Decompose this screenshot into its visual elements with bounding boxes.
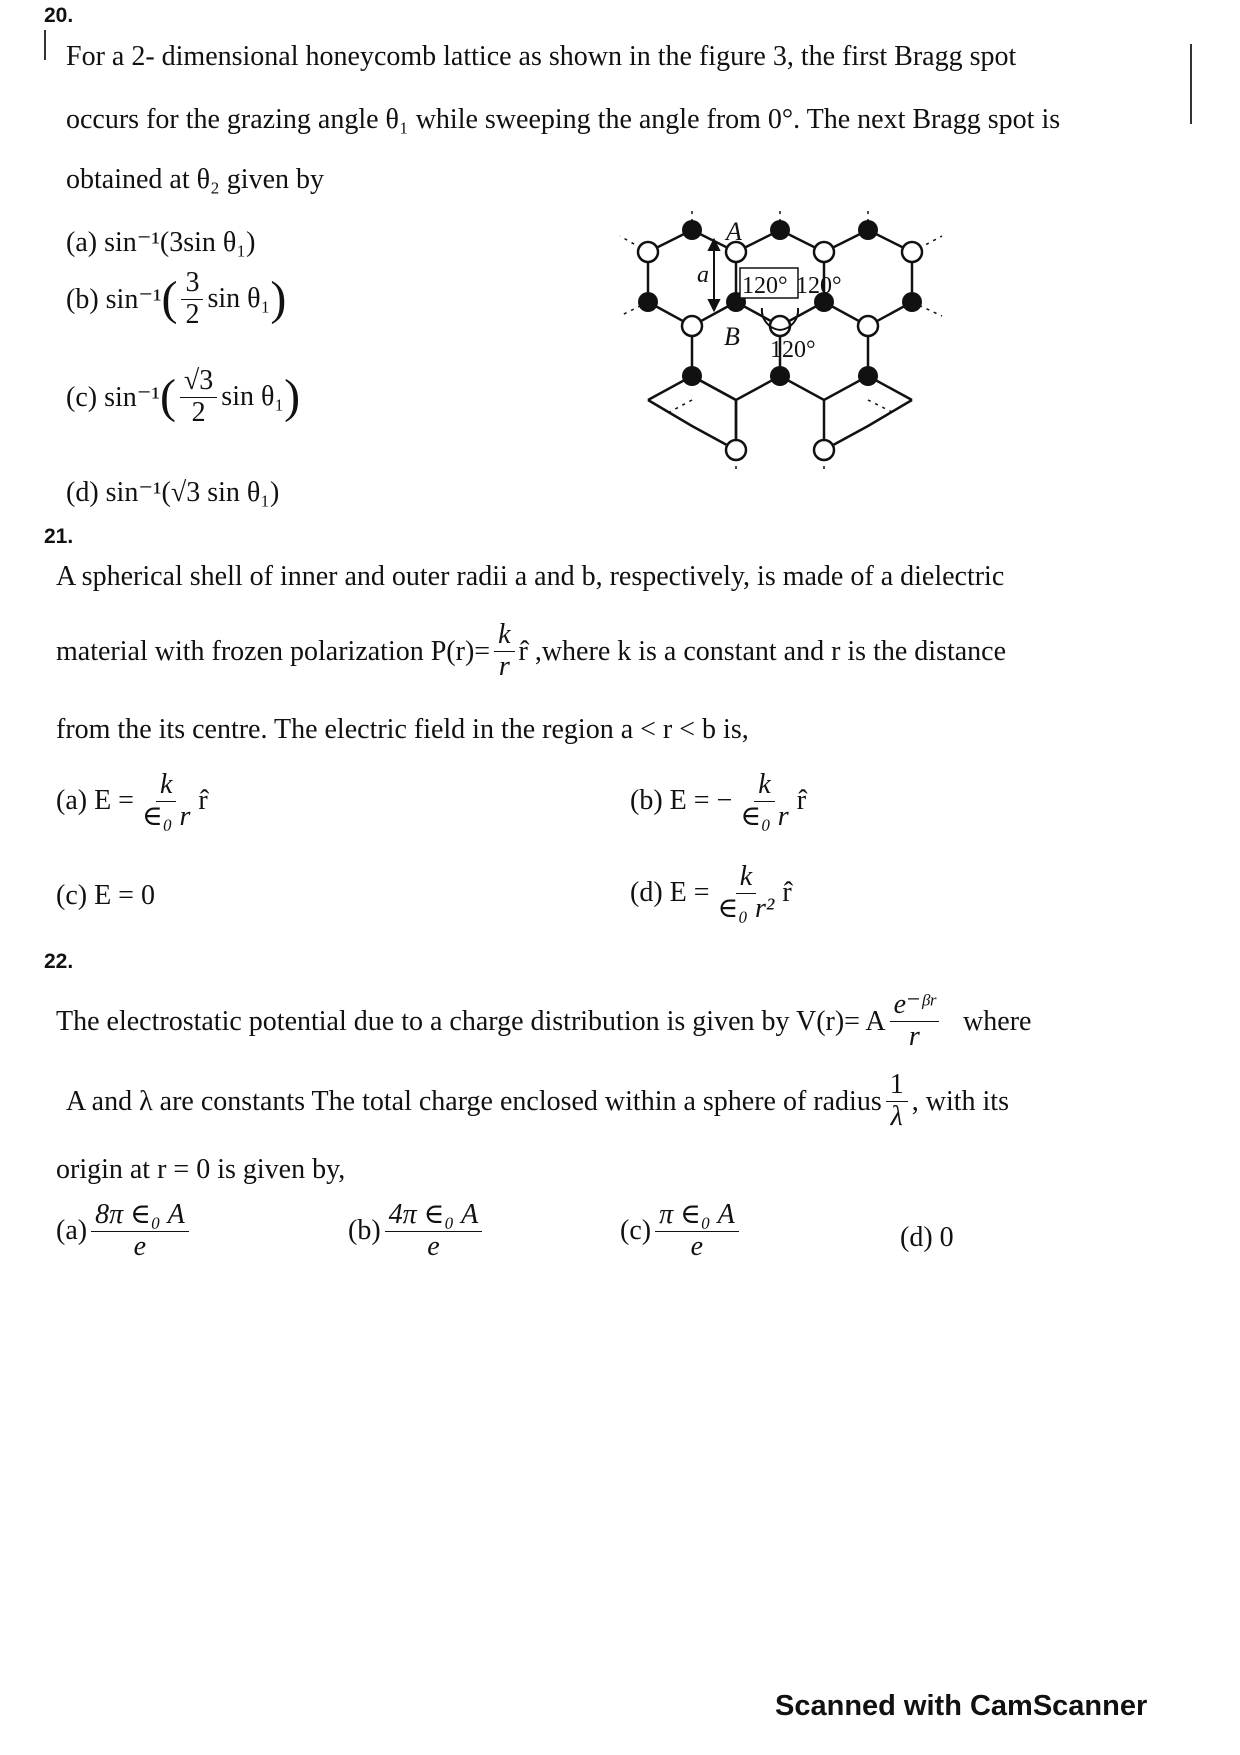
q20-option-a: (a) sin⁻¹(3sin θ₁) (66, 227, 256, 258)
q20-text-line-3: obtained at θ₂ given by (66, 164, 325, 195)
bond-length-arrow (709, 240, 719, 310)
q22-line2-post: , with its (911, 1085, 1009, 1117)
q21-option-a-post: r̂ (198, 785, 208, 817)
q22-text-line-1 (56, 990, 1031, 1053)
lattice-label-A: A (726, 217, 742, 246)
q21-text-line-1: A spherical shell of inner and outer radii a and b, respectively, is made of a dielectric (56, 561, 1005, 592)
q20-option-c-denominator: 2 (191, 396, 206, 428)
q22-line1-fraction (890, 990, 939, 1053)
open-atom (770, 316, 790, 336)
q20-option-b-numerator: 3 (181, 268, 203, 300)
q21-option-d (630, 862, 792, 925)
camscanner-watermark: Scanned with CamScanner (775, 1690, 1148, 1722)
question-number-22: 22. (44, 950, 74, 973)
q20-text-line-1: For a 2- dimensional honeycomb lattice as shown in the figure 3, the first Bragg spot (66, 41, 1017, 72)
q22-line1-denominator: r (908, 1020, 920, 1052)
q22-option-c-denominator: e (690, 1230, 704, 1262)
open-atom (814, 242, 834, 262)
q22-option-c-numerator: π ∈₀ A (655, 1200, 739, 1232)
angle-label-bottom: 120° (770, 337, 816, 363)
open-atom (638, 242, 658, 262)
q22-line1-numerator: e⁻ᵝʳ (890, 990, 939, 1022)
filled-atom (770, 366, 790, 386)
filled-atom (638, 292, 658, 312)
q22-line1-pre: The electrostatic potential due to a charge distribution is given by V(r)= A (56, 1005, 886, 1037)
q21-option-d-numerator: k (736, 862, 756, 894)
paren-left: ( (159, 370, 176, 424)
q22-text-line-2 (66, 1070, 1009, 1133)
q22-line2-numerator: 1 (886, 1070, 908, 1102)
q21-option-a-pre: (a) E = (56, 785, 134, 817)
q20-text-line-2: occurs for the grazing angle θ₁ while sweeping the angle from 0°. The next Bragg spot is (66, 104, 1061, 135)
q21-option-d-fraction (714, 862, 779, 925)
q20-option-c-fraction (180, 366, 217, 429)
q20-option-c-numerator: √3 (180, 366, 217, 398)
q22-option-b (348, 1200, 486, 1263)
q22-option-b-denominator: e (427, 1230, 440, 1262)
q21-option-c: (c) E = 0 (56, 880, 155, 911)
q20-option-b (66, 268, 286, 331)
q20-option-d: (d) sin⁻¹(√3 sin θ₁) (66, 477, 280, 508)
q20-option-c-tail: sin θ₁ (221, 381, 285, 413)
q21-line2-denominator: r (498, 650, 510, 682)
q22-line2-fraction (886, 1070, 908, 1133)
question-number-20: 20. (44, 4, 74, 27)
q22-line2-denominator: λ (890, 1100, 903, 1132)
filled-atom (682, 220, 702, 240)
q22-option-c-label: (c) (620, 1215, 652, 1247)
q22-text-line-3: origin at r = 0 is given by, (56, 1154, 346, 1185)
angle-label-right: 120° (796, 273, 842, 299)
q22-option-b-numerator: 4π ∈₀ A (385, 1200, 483, 1232)
q22-option-a-fraction (91, 1200, 189, 1263)
q20-option-b-denominator: 2 (185, 298, 200, 330)
open-atom (902, 242, 922, 262)
open-atom (814, 440, 834, 460)
q21-line2-numerator: k (494, 620, 514, 652)
q22-option-d: (d) 0 (900, 1222, 954, 1253)
q21-option-a-denominator: ∈₀ r (141, 800, 191, 832)
q20-option-b-fraction (181, 268, 203, 331)
q21-option-b-denominator: ∈₀ r (740, 800, 789, 832)
question-number-21: 21. (44, 525, 74, 548)
q21-option-a-fraction (138, 770, 194, 833)
q22-option-b-label: (b) (348, 1215, 381, 1247)
filled-atom (770, 220, 790, 240)
q21-text-line-3: from the its centre. The electric field in the region a < r < b is, (56, 714, 749, 745)
honeycomb-lattice-figure (590, 210, 970, 500)
open-atom (726, 440, 746, 460)
q21-option-b-fraction (736, 770, 792, 833)
scan-margin-line-right (1190, 44, 1192, 124)
q20-option-b-tail: sin θ₁ (207, 283, 271, 315)
q21-option-b (630, 770, 806, 833)
scan-margin-line (44, 30, 46, 60)
q22-option-c (620, 1200, 743, 1263)
bond-length-label: a (697, 262, 709, 288)
open-atom (682, 316, 702, 336)
q20-option-b-label: (b) sin⁻¹ (66, 284, 162, 316)
q20-option-c-label: (c) sin⁻¹ (66, 382, 160, 414)
q21-option-d-post: r̂ (782, 877, 792, 909)
q22-option-c-fraction (655, 1200, 739, 1263)
q22-option-a-label: (a) (56, 1215, 88, 1247)
q21-option-a-numerator: k (156, 770, 176, 802)
lattice-label-B: B (724, 322, 740, 351)
q21-option-d-denominator: ∈₀ r² (717, 892, 775, 924)
paren-left: ( (161, 272, 178, 326)
angle-label-left: 120° (742, 273, 788, 299)
q21-line2-pre: material with frozen polarization P(r)= (56, 635, 491, 667)
filled-atom (858, 220, 878, 240)
q22-option-a-denominator: e (133, 1230, 147, 1262)
q21-option-b-post: r̂ (796, 785, 807, 817)
q21-option-d-pre: (d) E = (630, 877, 710, 909)
q20-option-c (66, 366, 300, 429)
q22-option-b-fraction (385, 1200, 483, 1263)
filled-atom (902, 292, 922, 312)
filled-atom (682, 366, 702, 386)
q21-option-a (56, 770, 208, 833)
q21-line2-fraction (494, 620, 514, 683)
q22-line1-post: where (963, 1005, 1032, 1037)
q22-option-a-numerator: 8π ∈₀ A (91, 1200, 189, 1232)
q21-text-line-2 (56, 620, 1006, 683)
q21-option-b-numerator: k (754, 770, 774, 802)
q22-option-a (56, 1200, 193, 1263)
q21-line2-post: r̂ ,where k is a constant and r is the distance (518, 635, 1007, 667)
open-atom (858, 316, 878, 336)
filled-atom (858, 366, 878, 386)
paren-right: ) (270, 272, 287, 326)
q22-line2-pre: A and λ are constants The total charge enclosed within a sphere of radius (66, 1085, 882, 1117)
paren-right: ) (284, 370, 301, 424)
lattice-bonds-lower (648, 400, 912, 450)
q21-option-b-pre: (b) E = − (630, 785, 733, 817)
